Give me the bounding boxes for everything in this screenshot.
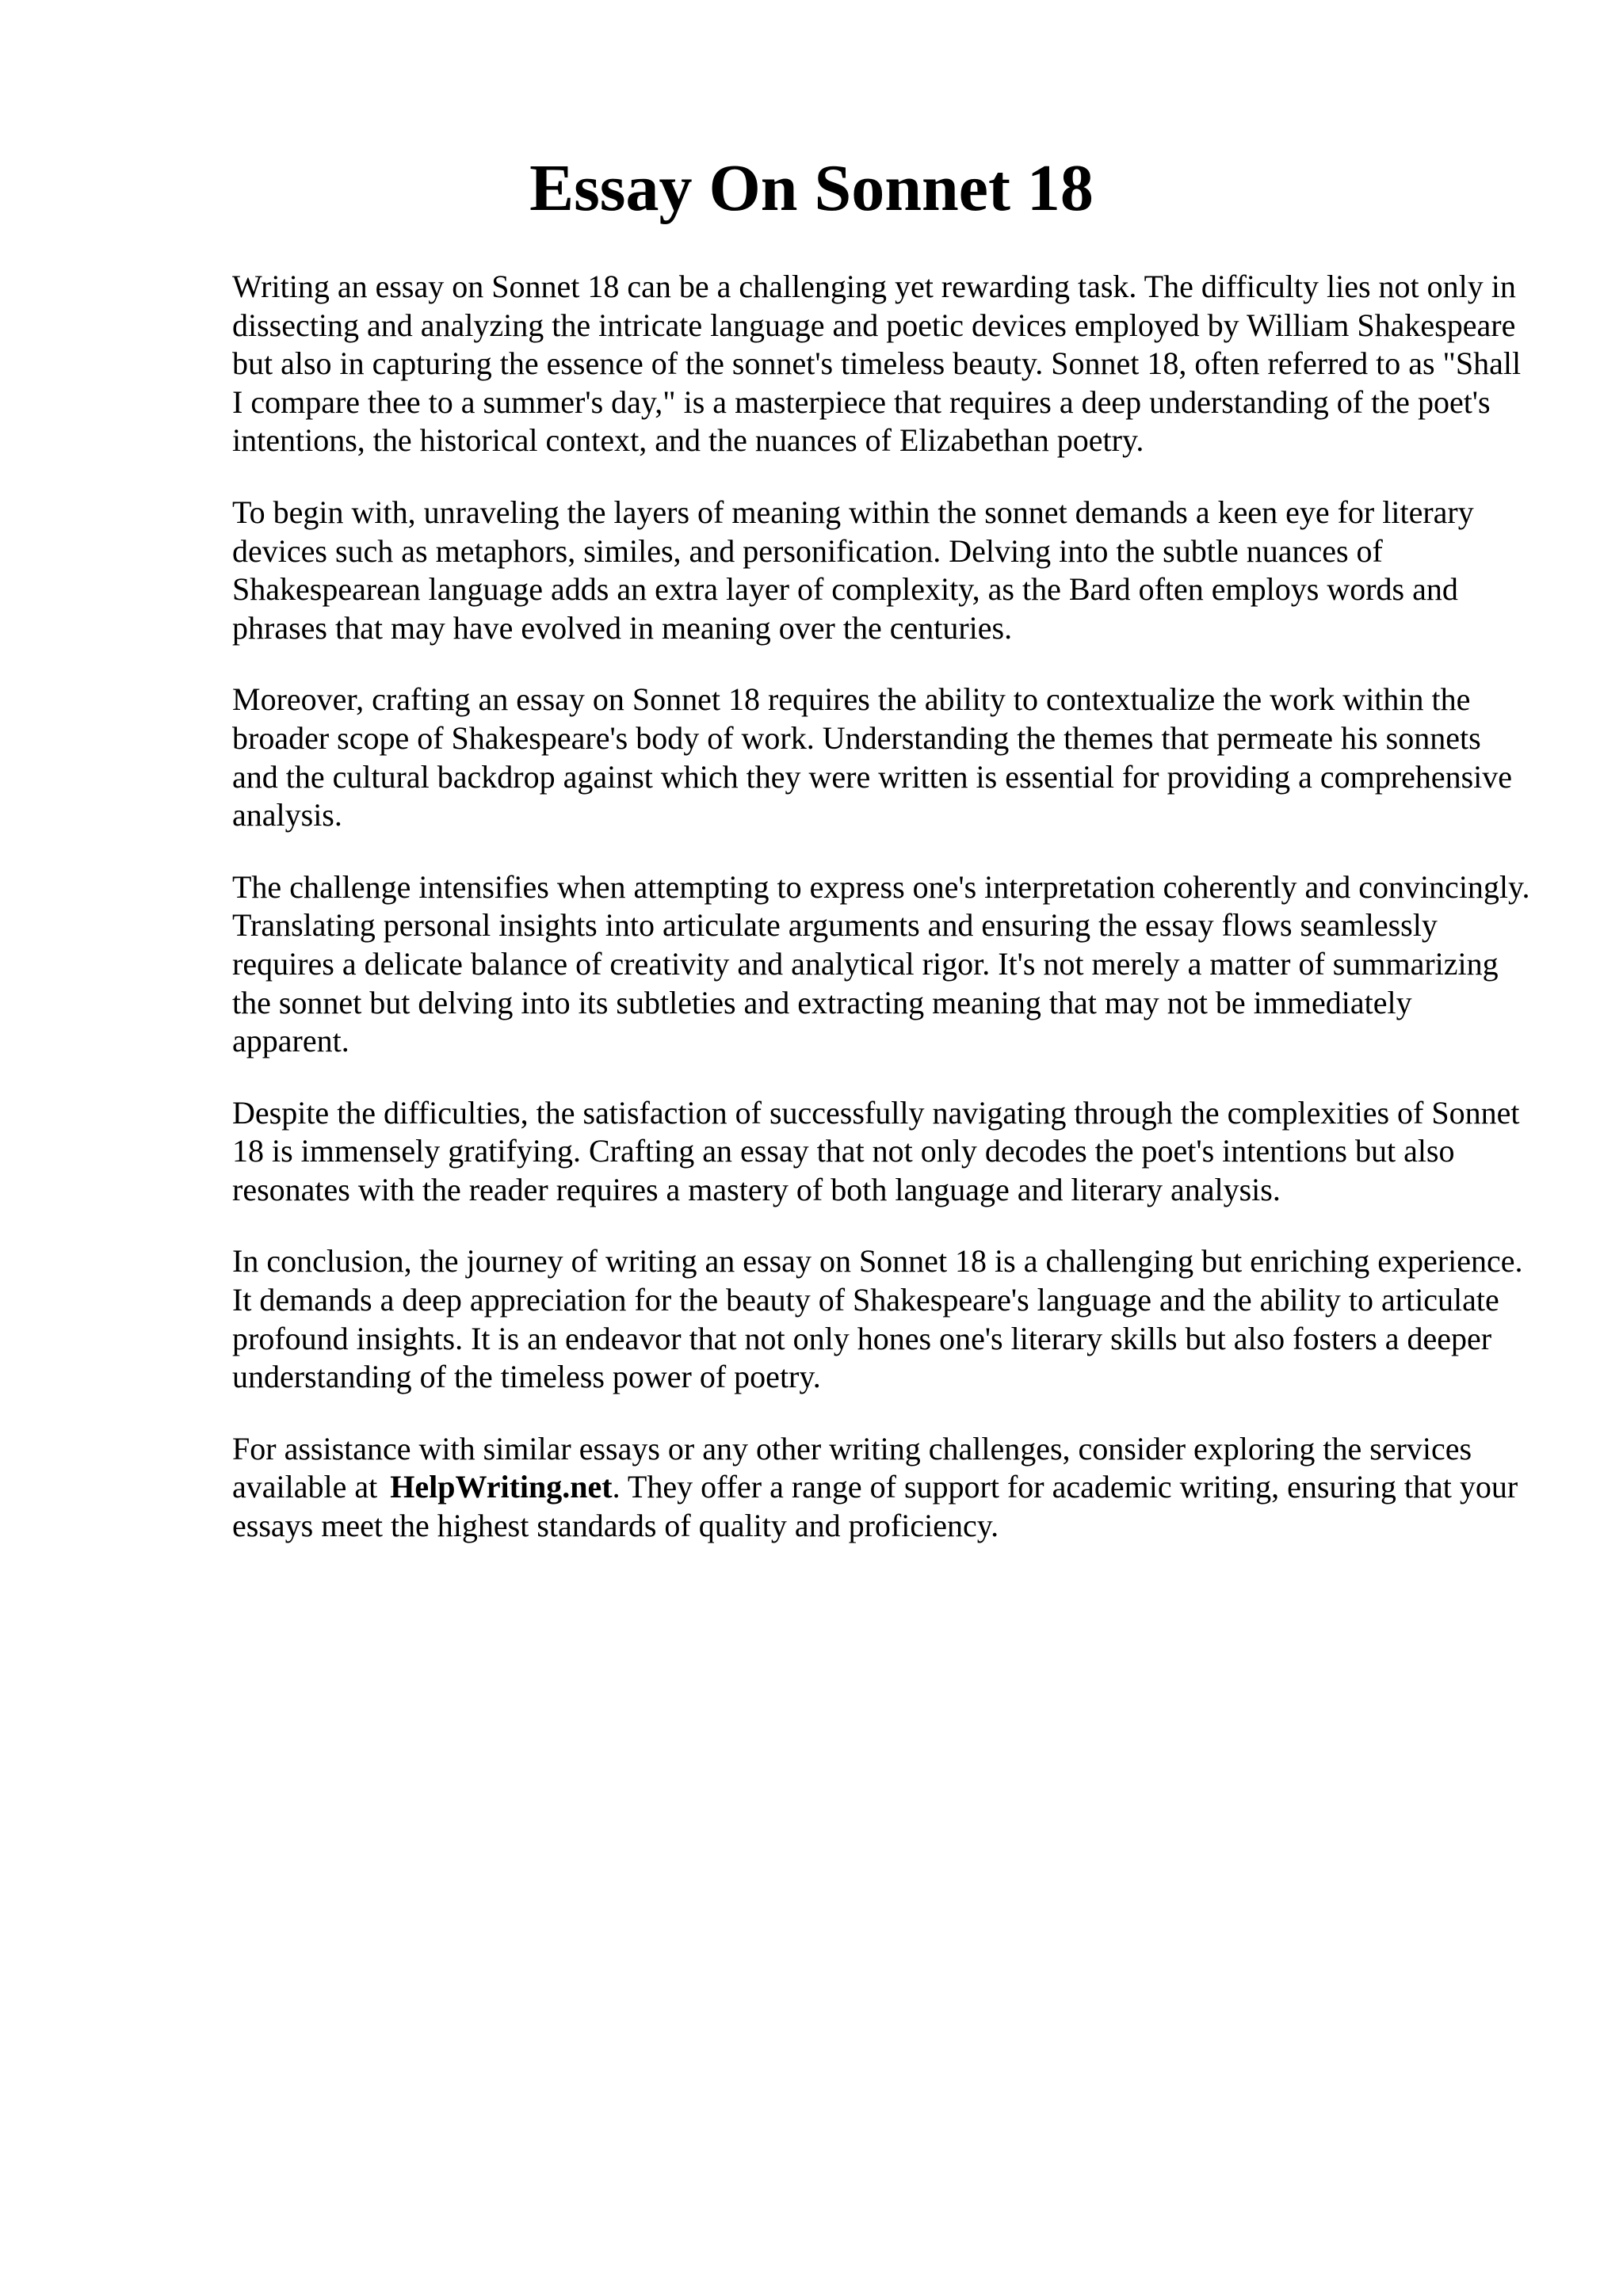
closing-text-before-link: For assistance with similar essays or any other writing challenges, consider exploring the services available at	[232, 1430, 1472, 1505]
paragraph-1: Writing an essay on Sonnet 18 can be a challenging yet rewarding task. The difficulty lies not only in dissecting and analyzing the intricate language and poetic devices employed by William Shakespeare but also in capturing the essence of the sonnet's timeless beauty. Sonnet 18, often referred to as "Shall I compare thee to a summer's day," is a masterpiece that requires a deep understanding of the poet's intentions, the historical context, and the nuances of Elizabethan poetry.	[232, 269, 1522, 459]
paragraph-2: To begin with, unraveling the layers of meaning within the sonnet demands a keen eye for literary devices such as metaphors, similes, and personification. Delving into the subtle nuances of Shakespearean language adds an extra layer of complexity, as the Bard often employs words and phrases that may have evolved in meaning over the centuries.	[232, 494, 1474, 646]
closing-text-after-link: . They offer a range of support for academic writing, ensuring that your essays meet the highest standards of quality and proficiency.	[232, 1469, 1518, 1544]
document-title: Essay On Sonnet 18	[529, 151, 1094, 225]
paragraph-3: Moreover, crafting an essay on Sonnet 18 requires the ability to contextualize the work within the broader scope of Shakespeare's body of work. Understanding the themes that permeate his sonnets and the cultural backdrop against which they were written is essential for providing a comprehensive analysis.	[232, 681, 1513, 833]
paragraph-4: The challenge intensifies when attempting to express one's interpretation coherently and convincingly. Translating personal insights into articulate arguments and ensuring the essay flows seamlessly requires a delicate balance of creativity and analytical rigor. It's not merely a matter of summarizing the sonnet but delving into its subtleties and extracting meaning that may not be immediately apparent.	[232, 868, 1530, 1059]
paragraph-6: In conclusion, the journey of writing an essay on Sonnet 18 is a challenging but enriching experience. It demands a deep appreciation for the beauty of Shakespeare's language and the ability to articulate profound insights. It is an endeavor that not only hones one's literary skills but also fosters a deeper understanding of the timeless power of poetry.	[232, 1243, 1523, 1395]
closing-paragraph	[232, 1430, 1532, 1546]
helpwriting-link[interactable]: HelpWriting.net	[390, 1469, 613, 1505]
paragraph-5: Despite the difficulties, the satisfaction of successfully navigating through the complexities of Sonnet 18 is immensely gratifying. Crafting an essay that not only decodes the poet's intentions but also resonates with the reader requires a mastery of both language and literary analysis.	[232, 1094, 1520, 1207]
document-body	[232, 268, 1532, 1579]
